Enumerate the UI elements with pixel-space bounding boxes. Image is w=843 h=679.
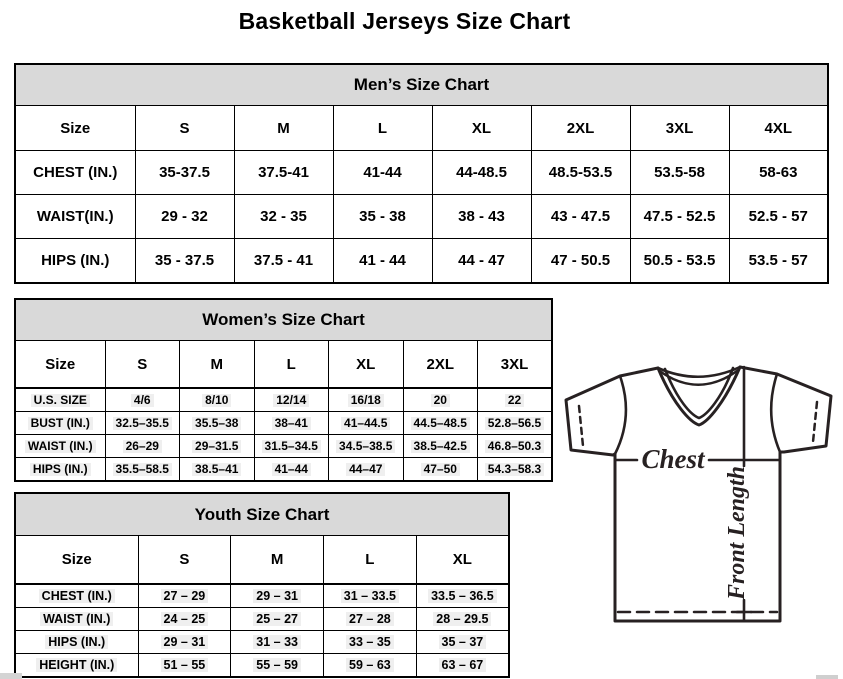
cell-value: [105, 435, 180, 458]
column-header: XL: [416, 536, 509, 585]
column-header: 2XL: [531, 106, 630, 151]
row-label: [15, 388, 105, 412]
column-header: L: [324, 536, 417, 585]
cell-value-text: 29 - 32: [161, 208, 208, 225]
cell-value: [180, 458, 255, 482]
row-label: [15, 608, 138, 631]
row-label: [15, 631, 138, 654]
row-label-text: U.S. SIZE: [31, 394, 90, 408]
column-header: L: [333, 106, 432, 151]
table-row: [15, 388, 552, 412]
cell-value-text: 35 - 38: [359, 208, 406, 225]
cell-value-text: 37.5 - 41: [253, 252, 314, 269]
cell-value: [231, 631, 324, 654]
cell-value: [630, 151, 729, 195]
cell-value: [729, 239, 828, 284]
cell-value-text: 41 - 44: [359, 252, 406, 269]
cell-value-text: 47–50: [421, 463, 460, 477]
table-row: [15, 435, 552, 458]
cell-value: [432, 195, 531, 239]
row-label-text: BUST (IN.): [28, 417, 93, 431]
cell-value-text: 58-63: [759, 164, 798, 181]
cell-value-text: 27 – 28: [346, 612, 394, 626]
row-label-text: HIPS (IN.): [41, 252, 110, 269]
jersey-measurement-diagram: [558, 362, 840, 628]
table-row: [15, 608, 509, 631]
mens-size-chart-section: [14, 63, 829, 284]
table-row: [15, 584, 509, 608]
column-header: XL: [329, 341, 404, 389]
cell-value-text: 47 - 50.5: [550, 252, 611, 269]
cell-value-text: 32 - 35: [260, 208, 307, 225]
jersey-back-collar-arc-1: [658, 367, 740, 377]
row-label: [15, 412, 105, 435]
youth-size-chart-section: [14, 492, 510, 678]
cell-value-text: 8/10: [202, 394, 231, 408]
womens-size-chart-table: [14, 298, 553, 482]
cell-value: [478, 458, 553, 482]
cell-value: [329, 458, 404, 482]
cell-value: [324, 584, 417, 608]
cell-value-text: 50.5 - 53.5: [643, 252, 716, 269]
cell-value-text: 27 – 29: [161, 589, 209, 603]
cell-value: [231, 584, 324, 608]
row-label-text: WAIST (IN.): [40, 612, 113, 626]
cell-value: [432, 151, 531, 195]
cell-value-text: 51 – 55: [161, 658, 209, 672]
page-title: Basketball Jerseys Size Chart: [238, 8, 571, 34]
cell-value-text: 52.8–56.5: [485, 417, 544, 431]
cell-value: [180, 412, 255, 435]
column-header: 4XL: [729, 106, 828, 151]
cell-value: [180, 435, 255, 458]
cell-value: [234, 151, 333, 195]
cell-value: [531, 151, 630, 195]
cell-value-text: 31 – 33: [253, 635, 301, 649]
cell-value: [478, 388, 553, 412]
row-label-text: HEIGHT (IN.): [36, 658, 117, 672]
table-row: [15, 239, 828, 284]
jersey-left-cuff-dashed-line: [579, 406, 583, 446]
row-label-text: WAIST (IN.): [25, 440, 96, 454]
column-header: Size: [15, 341, 105, 389]
table-row: [15, 458, 552, 482]
cell-value: [729, 195, 828, 239]
cell-value-text: 20: [431, 394, 450, 408]
cell-value: [254, 435, 329, 458]
row-label: [15, 584, 138, 608]
cell-value-text: 33.5 – 36.5: [428, 589, 497, 603]
cell-value: [416, 608, 509, 631]
table-row: [15, 151, 828, 195]
youth-size-chart-table: [14, 492, 510, 678]
cell-value-text: 26–29: [123, 440, 162, 454]
table-row: [15, 654, 509, 678]
cell-value-text: 53.5 - 57: [748, 252, 808, 269]
column-header: 3XL: [478, 341, 553, 389]
cell-value-text: 46.8–50.3: [485, 440, 544, 454]
cell-value-text: 48.5-53.5: [548, 164, 613, 181]
cell-value-text: 16/18: [348, 394, 384, 408]
column-header-row: [15, 341, 552, 389]
cell-value-text: 31.5–34.5: [262, 440, 321, 454]
cell-value-text: 35-37.5: [159, 164, 210, 181]
row-label: [15, 195, 135, 239]
column-header: XL: [432, 106, 531, 151]
column-header: Size: [15, 106, 135, 151]
column-header: M: [231, 536, 324, 585]
cell-value: [138, 584, 231, 608]
row-label-text: HIPS (IN.): [45, 635, 108, 649]
table-title-bar: Women’s Size Chart: [15, 299, 552, 341]
cell-value-text: 52.5 - 57: [748, 208, 808, 225]
cell-value-text: 35 – 37: [439, 635, 487, 649]
table-title-bar: Men’s Size Chart: [15, 64, 828, 106]
column-header-row: [15, 106, 828, 151]
front-length-label: Front Length: [724, 465, 750, 601]
bottom-right-scrollbar-fragment: [816, 675, 838, 679]
mens-size-chart-table: [14, 63, 829, 284]
jersey-right-sleeve-outline: [740, 367, 831, 452]
column-header: 3XL: [630, 106, 729, 151]
row-label-text: CHEST (IN.): [33, 164, 118, 181]
cell-value: [333, 151, 432, 195]
cell-value-text: 54.3–58.3: [485, 463, 544, 477]
cell-value-text: 44-48.5: [456, 164, 507, 181]
cell-value: [329, 435, 404, 458]
cell-value: [135, 195, 234, 239]
cell-value: [231, 654, 324, 678]
cell-value-text: 31 – 33.5: [341, 589, 399, 603]
chest-label: Chest: [641, 444, 705, 474]
cell-value: [403, 412, 478, 435]
cell-value: [105, 412, 180, 435]
column-header: S: [135, 106, 234, 151]
cell-value-text: 44–47: [346, 463, 385, 477]
cell-value-text: 25 – 27: [253, 612, 301, 626]
cell-value: [403, 458, 478, 482]
cell-value-text: 38.5–42.5: [411, 440, 470, 454]
cell-value: [403, 388, 478, 412]
cell-value-text: 32.5–35.5: [113, 417, 172, 431]
cell-value-text: 24 – 25: [161, 612, 209, 626]
cell-value-text: 35.5–58.5: [113, 463, 172, 477]
cell-value-text: 29 – 31: [253, 589, 301, 603]
cell-value: [234, 239, 333, 284]
cell-value-text: 35 - 37.5: [154, 252, 215, 269]
bottom-left-scrollbar-fragment: [0, 673, 22, 679]
cell-value: [333, 195, 432, 239]
table-row: [15, 631, 509, 654]
jersey-right-sleeve-seam: [771, 374, 780, 452]
cell-value: [254, 458, 329, 482]
column-header: L: [254, 341, 329, 389]
cell-value: [138, 654, 231, 678]
jersey-right-cuff-dashed-line: [813, 402, 817, 442]
cell-value: [478, 435, 553, 458]
cell-value-text: 38.5–41: [192, 463, 241, 477]
cell-value: [138, 631, 231, 654]
cell-value-text: 38–41: [272, 417, 311, 431]
cell-value-text: 59 – 63: [346, 658, 394, 672]
column-header: 2XL: [403, 341, 478, 389]
column-header: M: [234, 106, 333, 151]
row-label: [15, 239, 135, 284]
cell-value: [105, 458, 180, 482]
row-label: [15, 654, 138, 678]
cell-value-text: 28 – 29.5: [433, 612, 491, 626]
cell-value: [531, 239, 630, 284]
cell-value-text: 35.5–38: [192, 417, 241, 431]
column-header: S: [105, 341, 180, 389]
cell-value: [254, 388, 329, 412]
womens-size-chart-section: [14, 298, 553, 482]
cell-value: [254, 412, 329, 435]
column-header: Size: [15, 536, 138, 585]
cell-value-text: 41-44: [363, 164, 402, 181]
cell-value: [432, 239, 531, 284]
cell-value: [416, 584, 509, 608]
cell-value: [234, 195, 333, 239]
cell-value: [416, 631, 509, 654]
cell-value: [324, 608, 417, 631]
cell-value: [478, 412, 553, 435]
cell-value: [105, 388, 180, 412]
cell-value-text: 63 – 67: [439, 658, 487, 672]
cell-value: [324, 654, 417, 678]
row-label: [15, 458, 105, 482]
cell-value: [333, 239, 432, 284]
cell-value: [135, 239, 234, 284]
cell-value-text: 22: [505, 394, 524, 408]
cell-value: [329, 388, 404, 412]
table-row: [15, 412, 552, 435]
cell-value: [329, 412, 404, 435]
row-label: [15, 151, 135, 195]
row-label: [15, 435, 105, 458]
cell-value-text: 43 - 47.5: [550, 208, 611, 225]
row-label-text: CHEST (IN.): [39, 589, 115, 603]
jersey-left-sleeve-seam: [615, 376, 626, 454]
cell-value: [324, 631, 417, 654]
table-row: [15, 195, 828, 239]
cell-value: [231, 608, 324, 631]
cell-value: [531, 195, 630, 239]
cell-value-text: 29 – 31: [161, 635, 209, 649]
column-header: S: [138, 536, 231, 585]
cell-value: [416, 654, 509, 678]
cell-value-text: 41–44: [272, 463, 311, 477]
cell-value: [180, 388, 255, 412]
cell-value-text: 41–44.5: [341, 417, 390, 431]
cell-value-text: 37.5-41: [258, 164, 309, 181]
cell-value-text: 55 – 59: [253, 658, 301, 672]
cell-value: [138, 608, 231, 631]
cell-value-text: 44 - 47: [458, 252, 505, 269]
cell-value: [135, 151, 234, 195]
cell-value-text: 53.5-58: [654, 164, 705, 181]
cell-value-text: 47.5 - 52.5: [643, 208, 716, 225]
row-label-text: WAIST(IN.): [36, 208, 114, 225]
cell-value: [630, 239, 729, 284]
row-label-text: HIPS (IN.): [30, 463, 91, 477]
cell-value-text: 4/6: [131, 394, 154, 408]
cell-value: [729, 151, 828, 195]
cell-value-text: 44.5–48.5: [411, 417, 470, 431]
column-header: M: [180, 341, 255, 389]
cell-value-text: 38 - 43: [458, 208, 505, 225]
cell-value-text: 34.5–38.5: [336, 440, 395, 454]
cell-value: [403, 435, 478, 458]
column-header-row: [15, 536, 509, 585]
table-title-bar: Youth Size Chart: [15, 493, 509, 536]
cell-value-text: 12/14: [273, 394, 309, 408]
cell-value-text: 29–31.5: [192, 440, 241, 454]
cell-value: [630, 195, 729, 239]
cell-value-text: 33 – 35: [346, 635, 394, 649]
